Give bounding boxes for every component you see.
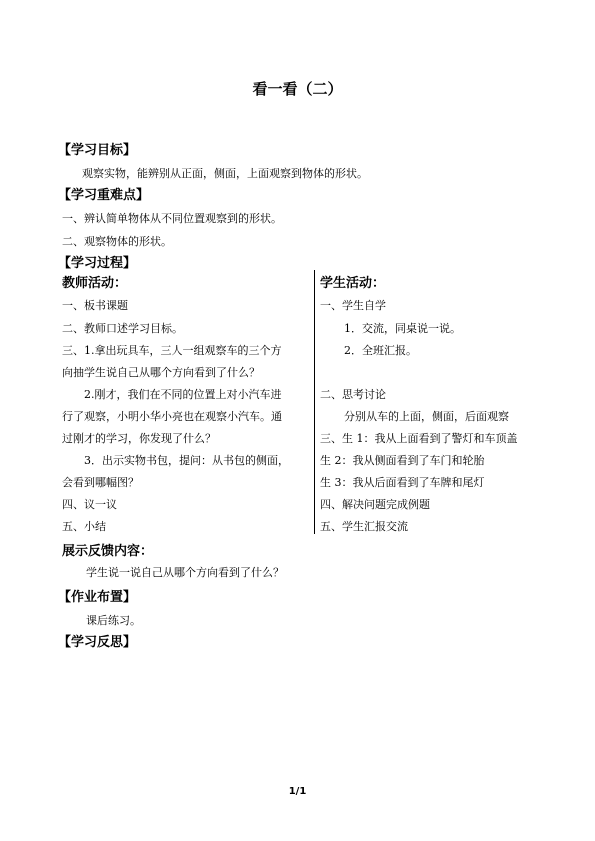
column-divider [314,270,315,534]
process-heading: 【学习过程】 [58,256,137,271]
student-line: 五、学生汇报交流 [320,520,408,533]
keypoint-item: 一、辨认简单物体从不同位置观察到的形状。 [62,212,282,225]
student-line: 三、生 1：我从上面看到了警灯和车顶盖 [320,432,518,445]
teacher-line: 行了观察，小明小华小亮也在观察小汽车。通 [62,410,282,423]
goal-heading: 【学习目标】 [58,143,137,158]
goal-text: 观察实物，能辨别从正面，侧面，上面观察到物体的形状。 [82,167,368,180]
student-line: 1．交流，同桌说一说。 [344,322,461,335]
feedback-heading: 展示反馈内容： [62,544,154,559]
student-line: 四、解决问题完成例题 [320,498,430,511]
student-line: 二、思考讨论 [320,388,386,401]
teacher-line: 会看到哪幅图？ [62,476,139,489]
teacher-line: 向抽学生说自己从哪个方向看到了什么？ [62,366,260,379]
teacher-line: 四、议一议 [62,498,117,511]
keypoints-heading: 【学习重难点】 [58,188,150,203]
teacher-line: 3．出示实物书包，提问：从书包的侧面， [84,454,289,467]
reflection-heading: 【学习反思】 [58,635,137,650]
student-activity-heading: 学生活动： [320,276,386,291]
feedback-text: 学生说一说自己从哪个方向看到了什么？ [86,566,284,579]
student-line: 生 2：我从侧面看到了车门和轮胎 [320,454,485,467]
student-line: 分别从车的上面，侧面，后面观察 [344,410,509,423]
student-line: 生 3：我从后面看到了车牌和尾灯 [320,476,485,489]
document-title: 看一看（二） [252,80,343,98]
homework-heading: 【作业布置】 [58,590,137,605]
teacher-activity-heading: 教师活动： [62,276,128,291]
teacher-line: 三、1.拿出玩具车，三人一组观察车的三个方 [62,344,282,357]
teacher-line: 五、小结 [62,520,106,533]
teacher-line: 二、教师口述学习目标。 [62,322,183,335]
student-line: 2．全班汇报。 [344,344,417,357]
teacher-line: 过刚才的学习，你发现了什么？ [62,432,216,445]
teacher-line: 2.刚才，我们在不同的位置上对小汽车进 [84,388,282,401]
keypoint-item: 二、观察物体的形状。 [62,235,172,248]
page-number: 1/1 [288,786,307,797]
homework-text: 课后练习。 [86,614,141,627]
teacher-line: 一、板书课题 [62,299,128,312]
student-line: 一、学生自学 [320,299,386,312]
